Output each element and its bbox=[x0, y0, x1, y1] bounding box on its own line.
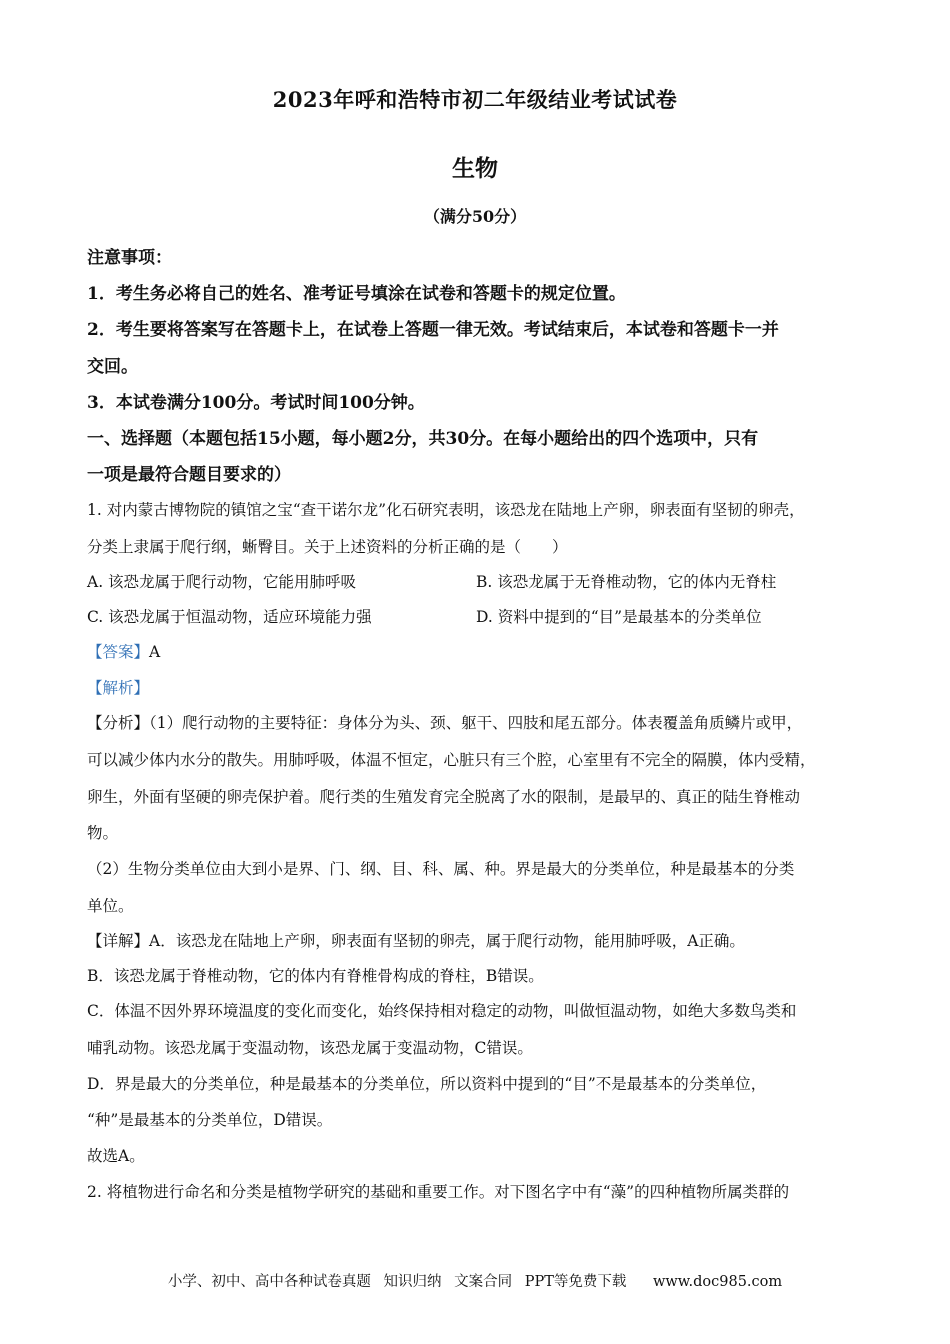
q1-xiangjie-line-2: B．该恐龙属于脊椎动物，它的体内有脊椎骨构成的脊柱，B错误。 bbox=[87, 967, 544, 985]
q1-xiangjie-line-5: D．界是最大的分类单位，种是最基本的分类单位，所以资料中提到的“目”不是最基本的分类单位， bbox=[87, 1075, 767, 1093]
q1-fenxi-line-2: 可以减少体内水分的散失。用肺呼吸，体温不恒定，心脏只有三个腔，心室里有不完全的隔膜，体内受精， bbox=[87, 751, 816, 769]
footer-part-1: 小学、初中、高中各种试卷真题 bbox=[167, 1274, 371, 1290]
q1-option-a: A. 该恐龙属于爬行动物，它能用肺呼吸 bbox=[87, 573, 357, 591]
analysis-tag: 【解析】 bbox=[87, 679, 150, 697]
notes-item-2-line-2: 交回。 bbox=[87, 357, 138, 377]
section-heading-line-2: 一项是最符合题目要求的） bbox=[87, 465, 291, 485]
answer-tag: 【答案】 bbox=[87, 643, 150, 661]
q1-conclusion: 故选A。 bbox=[87, 1147, 145, 1165]
notes-item-2-line-1: 2．考生要将答案写在答题卡上，在试卷上答题一律无效。考试结束后，本试卷和答题卡一并 bbox=[87, 320, 779, 340]
q1-fenxi-line-4: 物。 bbox=[87, 824, 119, 842]
q1-xiangjie-line-3: C．体温不因外界环境温度的变化而变化，始终保持相对稳定的动物，叫做恒温动物，如绝大多数鸟类和 bbox=[87, 1002, 797, 1020]
q1-option-c: C. 该恐龙属于恒温动物，适应环境能力强 bbox=[87, 608, 372, 626]
notes-heading: 注意事项： bbox=[87, 248, 172, 268]
answer-value: A bbox=[149, 643, 161, 661]
q1-stem-line-2: 分类上隶属于爬行纲，蜥臀目。关于上述资料的分析正确的是（ ） bbox=[87, 538, 568, 556]
notes-item-3: 3．本试卷满分100分。考试时间100分钟。 bbox=[87, 393, 425, 413]
q1-option-b: B. 该恐龙属于无脊椎动物，它的体内无脊柱 bbox=[476, 573, 777, 591]
q1-fenxi-line-3: 卵生，外面有坚硬的卵壳保护着。爬行类的生殖发育完全脱离了水的限制，是最早的、真正的陆生脊椎动 bbox=[87, 788, 801, 806]
fenxi-tag: 【分析】 bbox=[87, 714, 150, 732]
full-score: （满分50分） bbox=[423, 207, 527, 226]
fenxi-text-1: （1）爬行动物的主要特征：身体分为头、颈、躯干、四肢和尾五部分。体表覆盖角质鳞片或甲， bbox=[149, 714, 803, 732]
q1-fenxi-line-1 bbox=[87, 711, 877, 733]
q1-option-d: D. 资料中提到的“目”是最基本的分类单位 bbox=[476, 608, 762, 626]
q1-xiangjie-line-4: 哺乳动物。该恐龙属于变温动物，该恐龙属于变温动物，C错误。 bbox=[87, 1039, 533, 1057]
section-heading-line-1: 一、选择题（本题包括15小题，每小题2分，共30分。在每小题给出的四个选项中，只有 bbox=[87, 429, 759, 449]
q1-xiangjie-line-1 bbox=[87, 929, 877, 951]
exam-title: 2023年呼和浩特市初二年级结业考试试卷 bbox=[272, 87, 678, 112]
q1-stem-line-1: 1. 对内蒙古博物院的镇馆之宝“查干诺尔龙”化石研究表明，该恐龙在陆地上产卵，卵表面有坚韧的卵壳， bbox=[87, 501, 805, 519]
footer-part-2: 知识归纳 bbox=[383, 1274, 442, 1290]
subject-heading: 生物 bbox=[452, 155, 498, 182]
footer-url[interactable]: www.doc985.com bbox=[652, 1274, 783, 1290]
footer-part-4: PPT等免费下载 bbox=[524, 1274, 627, 1290]
xiangjie-text-1: A．该恐龙在陆地上产卵，卵表面有坚韧的卵壳，属于爬行动物，能用肺呼吸，A正确。 bbox=[149, 932, 745, 950]
q1-fenxi-line-6: 单位。 bbox=[87, 897, 134, 915]
page-footer bbox=[0, 1270, 950, 1291]
q1-answer bbox=[87, 640, 877, 662]
q1-fenxi-line-5: （2）生物分类单位由大到小是界、门、纲、目、科、属、种。界是最大的分类单位，种是最基本的分类 bbox=[87, 860, 795, 878]
q2-stem-line-1: 2. 将植物进行命名和分类是植物学研究的基础和重要工作。对下图名字中有“藻”的四种植物所属类群的 bbox=[87, 1183, 790, 1201]
footer-part-3: 文案合同 bbox=[454, 1274, 513, 1290]
xiangjie-tag: 【详解】 bbox=[87, 932, 150, 950]
notes-item-1: 1．考生务必将自己的姓名、准考证号填涂在试卷和答题卡的规定位置。 bbox=[87, 284, 626, 304]
q1-analysis-heading bbox=[87, 676, 877, 698]
q1-xiangjie-line-6: “种”是最基本的分类单位，D错误。 bbox=[87, 1111, 333, 1129]
